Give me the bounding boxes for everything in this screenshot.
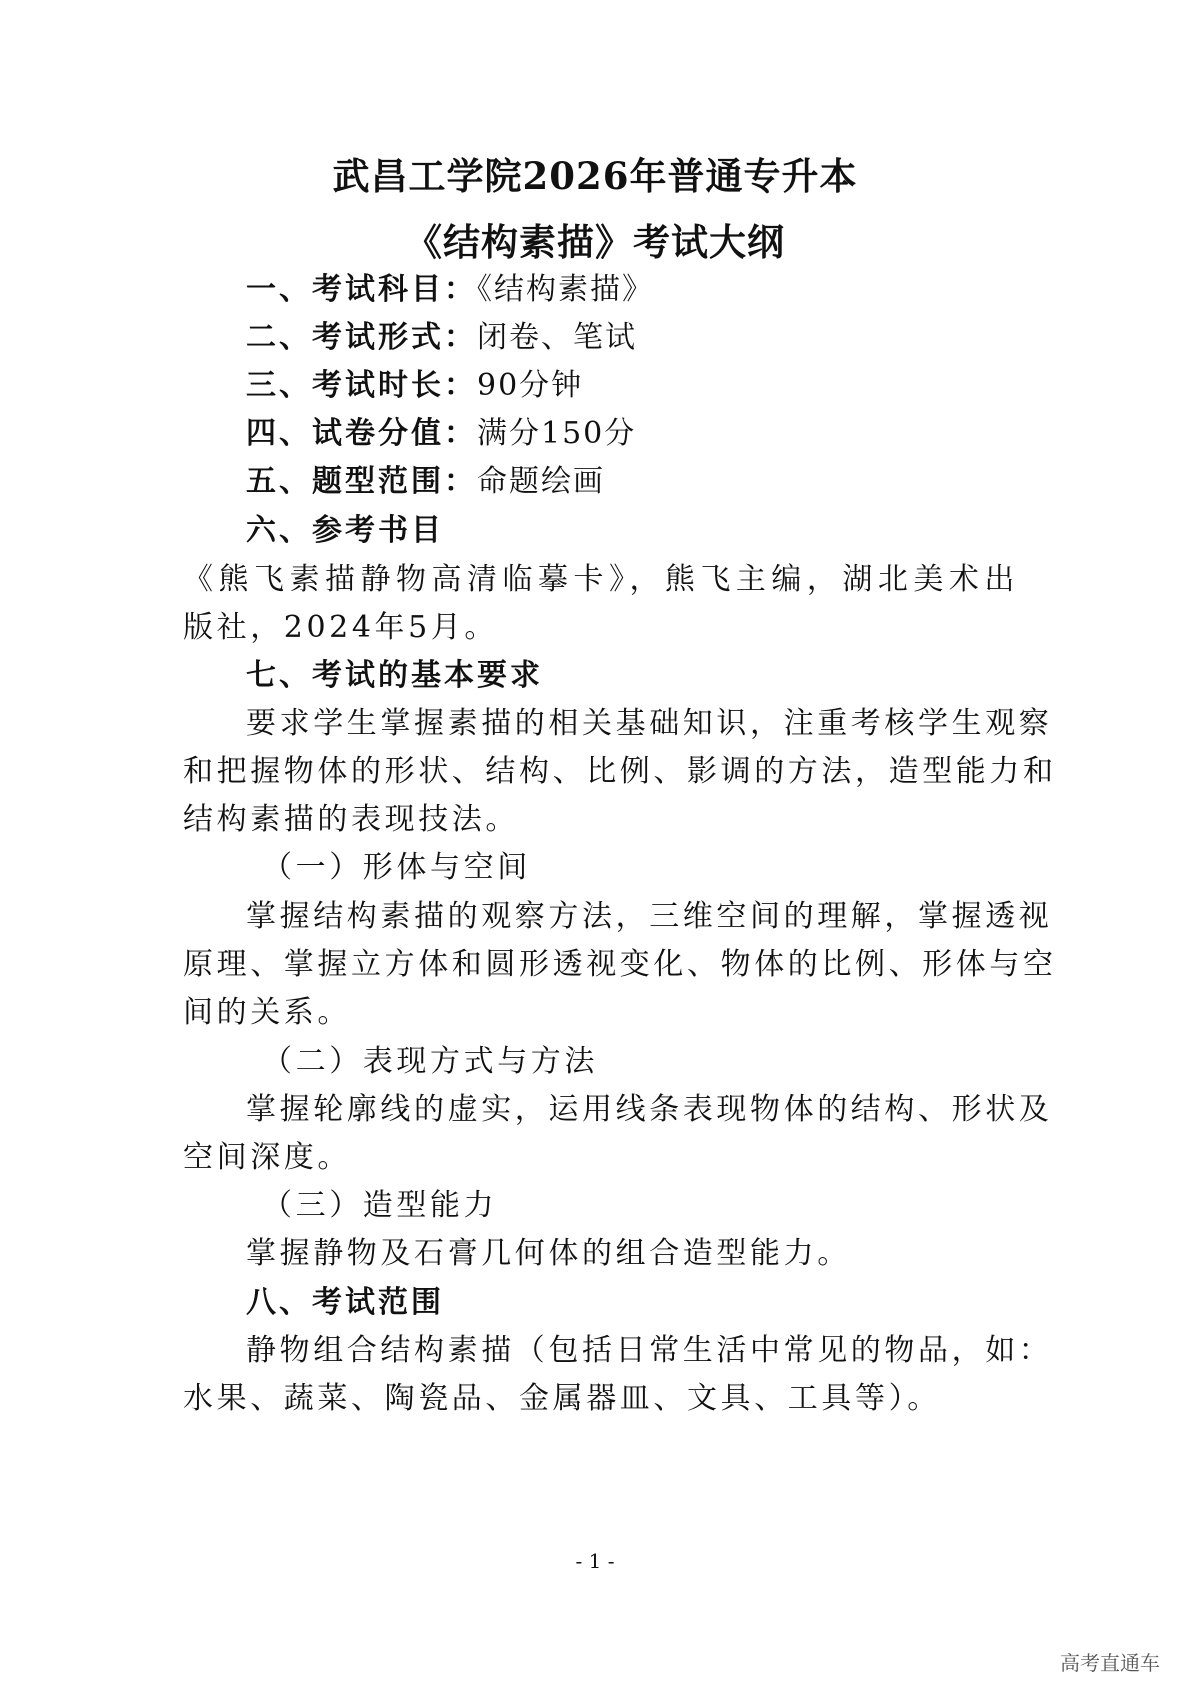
item-value: 《结构素描》 <box>477 272 654 307</box>
section-7-intro-line-3: 结构素描的表现技法。 <box>183 802 519 837</box>
subsection-3-heading: （三）造型能力 <box>262 1188 498 1223</box>
section-6-line-1: 《熊飞素描静物高清临摹卡》，熊飞主编，湖北美术出 <box>183 562 1018 597</box>
subsection-1-line-3: 间的关系。 <box>183 995 351 1030</box>
section-7-heading: 七、考试的基本要求 <box>246 658 543 693</box>
section-7-intro-line-1: 要求学生掌握素描的相关基础知识，注重考核学生观察 <box>246 706 1053 741</box>
document-title-line-1: 武昌工学院2026年普通专升本 <box>332 154 858 198</box>
watermark-text: 高考直通车 <box>1060 1651 1160 1675</box>
section-6-line-2: 版社，2024年5月。 <box>183 610 499 645</box>
subsection-3-line-1: 掌握静物及石膏几何体的组合造型能力。 <box>246 1236 851 1271</box>
item-format <box>246 318 1018 358</box>
item-value: 90分钟 <box>477 368 584 403</box>
item-value: 满分150分 <box>477 416 637 451</box>
item-label: 一、考试科目： <box>246 272 477 307</box>
item-subject <box>246 270 1018 310</box>
item-value: 闭卷、笔试 <box>477 320 637 355</box>
item-value: 命题绘画 <box>477 464 605 499</box>
subsection-2-heading: （二）表现方式与方法 <box>262 1044 598 1079</box>
subsection-2-line-2: 空间深度。 <box>183 1140 351 1175</box>
item-duration <box>246 366 1018 406</box>
subsection-2-line-1: 掌握轮廓线的虚实，运用线条表现物体的结构、形状及 <box>246 1092 1053 1127</box>
section-7-intro-line-2: 和把握物体的形状、结构、比例、影调的方法，造型能力和 <box>183 754 1057 789</box>
item-label: 三、考试时长： <box>246 368 477 403</box>
section-8-line-2: 水果、蔬菜、陶瓷品、金属器皿、文具、工具等）。 <box>183 1381 941 1416</box>
page-number: - 1 - <box>575 1549 615 1573</box>
item-label: 五、题型范围： <box>246 464 477 499</box>
item-question-type <box>246 462 1018 502</box>
subsection-1-heading: （一）形体与空间 <box>262 850 531 885</box>
subsection-1-line-2: 原理、掌握立方体和圆形透视变化、物体的比例、形体与空 <box>183 947 1057 982</box>
section-8-line-1: 静物组合结构素描（包括日常生活中常见的物品，如： <box>246 1333 1053 1368</box>
document-title-line-2: 《结构素描》考试大纲 <box>405 220 785 264</box>
subsection-1-line-1: 掌握结构素描的观察方法，三维空间的理解，掌握透视 <box>246 899 1053 934</box>
item-score <box>246 414 1018 454</box>
section-6-heading: 六、参考书目 <box>246 513 444 548</box>
item-label: 四、试卷分值： <box>246 416 477 451</box>
section-8-heading: 八、考试范围 <box>246 1285 444 1320</box>
item-label: 二、考试形式： <box>246 320 477 355</box>
